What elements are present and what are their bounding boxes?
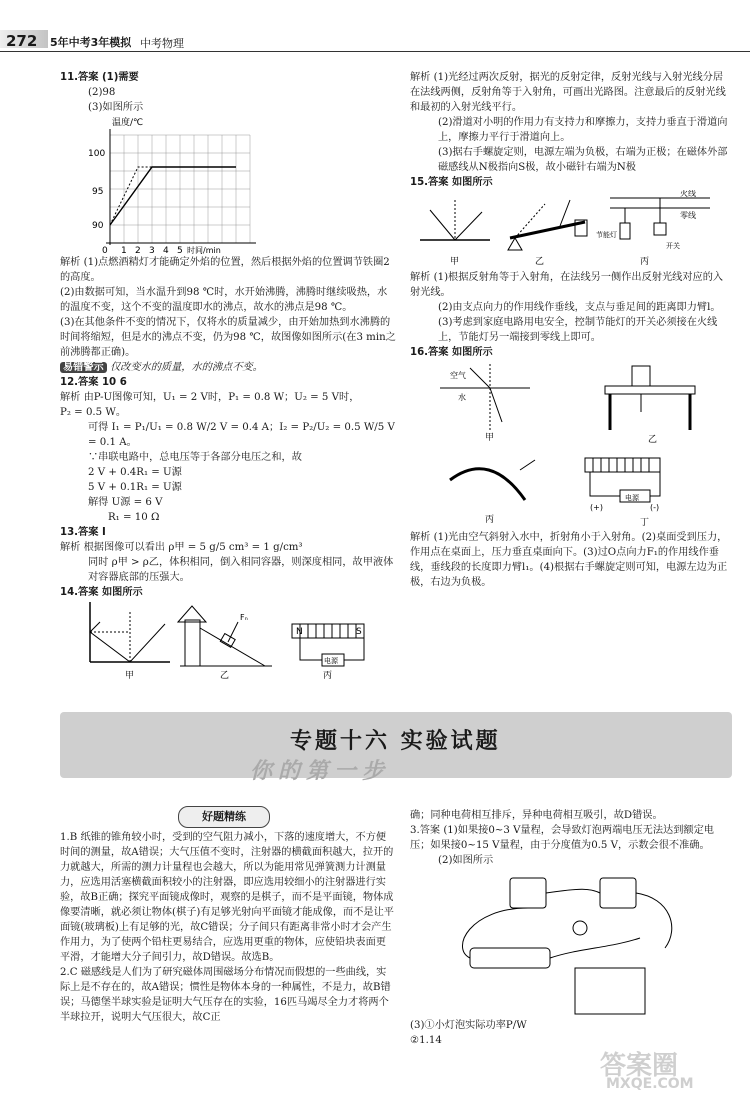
q16-caption-ding: 丁 (640, 518, 650, 528)
q16-battery: 电源 (625, 494, 639, 502)
answer-3-2: (2)如图所示 (438, 855, 494, 866)
answer-2: 2.C 磁感线是人们为了研究磁体周围磁场分布情况而假想的一些曲线，实际上是不存在的，故A错误；惯性是物体本身的一种属性，不是力，故B错误；马德堡半球实验是证明大气压存在的实验，16匹马竭尽全力才将两个半球拉开，说明大气压很大，故C正 (60, 967, 391, 1023)
temperature-graph (60, 115, 260, 255)
q13-l1: 解析 根据图像可以看出 ρ甲 = 5 g/5 cm³ = 1 g/cm³ (60, 542, 303, 553)
xtick-5: 5 (177, 246, 183, 255)
q16-exp: 解析 (1)光由空气斜射入水中，折射角小于入射角。(2)桌面受到压力，作用点在桌面上，压力垂直桌面向下。(3)过O点向力F₁的作用线作垂线，垂线段的长度即力臂l₁。(4)根据右手螺旋定则可知，电源左边为正极，右边为负极。 (410, 532, 728, 588)
q15-figures (410, 190, 730, 270)
q15-caption-jia: 甲 (450, 257, 460, 267)
q14-figures (60, 600, 396, 682)
q16-plus: (+) (590, 503, 603, 512)
bottom-left-column (60, 830, 396, 1025)
book-title: 5年中考3年模拟 (50, 36, 132, 49)
ytick-100: 100 (88, 149, 106, 159)
q15-answer: 15.答案 如图所示 (410, 177, 493, 188)
q12-answer: 12.答案 10 6 (60, 377, 127, 388)
page-header (0, 0, 750, 50)
q16-caption-bing: 丙 (485, 515, 495, 525)
q15-caption-bing: 丙 (640, 257, 650, 267)
q14-caption-bing: 丙 (323, 671, 333, 681)
q13-answer: 13.答案 I (60, 527, 106, 538)
q12-l4: ∵串联电路中，总电压等于各部分电压之和，故 (88, 452, 302, 463)
note-label: 易错警示 (60, 362, 107, 373)
q14-n: N (296, 627, 303, 637)
q15-exp2: (2)由支点向力的作用线作垂线，支点与垂足间的距离即力臂l。 (438, 302, 721, 313)
ytick-95: 95 (92, 187, 104, 197)
xtick-1: 1 (121, 246, 127, 255)
q11-exp1: 解析 (1)点燃酒精灯才能确定外焰的位置，然后根据外焰的位置调节铁圈2的高度。 (60, 257, 390, 283)
q15-caption-yi: 乙 (535, 257, 545, 267)
answer-1: 1.B 纸锥的锥角较小时，受到的空气阻力减小，下落的速度增大，不方便时间的测量，故A错误；大气压值不变时，注射器的横截面积越大，拉开的力就越大，所需的测力计量程也会越大，所以为能用常见弹簧测力计测量力，应选用活塞横截面积较小的注射器，即应选用较细小的注射器进行实验，故B正确；探究平面镜成像时，观察的是棋子，而不是平面镜，物体成像要清晰，就必须让物体(棋子)有足够光射向平面镜才能成像，而不是让平面镜(玻璃板)上有足够的光，故C错误；分子间只有距离非常小时才会产生作用力，为了使两个铅柱更易结合，应选用更重的物体，应使铅块表面更平滑，才能增大分子间引力，故D错误。故选B。 (60, 832, 394, 963)
q15-exp1: 解析 (1)根据反射角等于入射角，在法线另一侧作出反射光线对应的入射光线。 (410, 272, 724, 298)
header-rule (0, 51, 750, 52)
q12-l2: P₂ = 0.5 W。 (60, 407, 127, 418)
ytick-90: 90 (92, 221, 104, 231)
xtick-4: 4 (163, 246, 169, 255)
q12-l8: R₁ = 10 Ω (108, 512, 160, 523)
q11-exp3: (3)在其他条件不变的情况下，仅将水的质量减少，由开始加热到水沸腾的时间将缩短，但是水的沸点不变，仍为98 ℃，故图像如图所示(在3 min之前沸腾都正确)。 (60, 317, 396, 358)
q16-air: 空气 (450, 371, 466, 380)
xtick-0: 0 (102, 246, 108, 255)
page-number: 272 (6, 32, 38, 50)
practice-tag: 好题精练 (178, 806, 270, 828)
answer-2-cont: 确；同种电荷相互排斥，异种电荷相互吸引，故D错误。 (410, 810, 663, 821)
q12-l3: 可得 I₁ = P₁/U₁ = 0.8 W/2 V = 0.4 A；I₂ = P₂/U₂ = 0.5 W/5 V = 0.1 A。 (88, 422, 395, 448)
section-banner (60, 712, 732, 784)
q16-caption-yi: 乙 (648, 435, 658, 445)
q11-a3: (3)如图所示 (88, 102, 144, 113)
q14-s: S (356, 627, 362, 637)
q11-exp2: (2)由数据可知，当水温升到98 ℃时，水开始沸腾，沸腾时继续吸热，水的温度不变，这个不变的温度即水的沸点，故水的沸点是98 ℃。 (60, 287, 388, 313)
right-column (410, 70, 730, 590)
watermark-logo: 答案圈 (600, 1051, 679, 1081)
section-title: 专题十六 实验试题 (290, 729, 501, 754)
section-ghost-text: 你的第一步 (250, 758, 391, 784)
q12-l5: 2 V + 0.4R₁ = U源 (88, 467, 182, 478)
q15-fire: 火线 (680, 190, 696, 198)
answer-3-3: (3)①小灯泡实际功率P/W (410, 1020, 527, 1031)
q12-l1: 解析 由P-U图像可知，U₁ = 2 V时，P₁ = 0.8 W；U₂ = 5 V时， (60, 392, 360, 403)
xtick-2: 2 (135, 246, 141, 255)
xtick-3: 3 (149, 246, 155, 255)
q11-note (60, 360, 396, 375)
q11-answer: 11.答案 (1)需要 (60, 72, 139, 83)
q16-caption-jia: 甲 (485, 433, 495, 443)
graph-line-less-water (110, 167, 236, 225)
answer-3-4: ②1.14 (410, 1035, 442, 1046)
q14-caption-yi: 乙 (220, 671, 230, 681)
graph-line-original (110, 167, 236, 225)
q14-caption-jia: 甲 (125, 671, 135, 681)
q15-lamp: 节能灯 (596, 231, 617, 239)
q16-water: 水 (458, 393, 466, 402)
answer-3: 3.答案 (1)如果接0~3 V量程，会导致灯泡两端电压无法达到额定电压；如果接0~15 V量程，由于分度值为0.5 V，示数会很不准确。 (410, 825, 714, 851)
q16-figures (410, 360, 730, 530)
left-column (60, 70, 396, 682)
circuit-diagram (410, 868, 710, 1018)
q14-battery: 电源 (324, 657, 338, 665)
q15-zero: 零线 (680, 211, 696, 220)
q13-l2: 同时 ρ甲 > ρ乙，体积相同，倒入相同容器，则深度相同，故甲液体对容器底部的压强大。 (88, 557, 394, 583)
q14-answer: 14.答案 如图所示 (60, 587, 143, 598)
exp-top-1: 解析 (1)光经过两次反射，据光的反射定律，反射光线与入射光线分居在法线两侧，反射角等于入射角，可画出光路图。注意最后的反射光线和最初的入射光线平行。 (410, 72, 726, 113)
note-text: 仅改变水的质量，水的沸点不变。 (110, 362, 263, 373)
q15-exp3: (3)考虑到家庭电路用电安全，控制节能灯的开关必须接在火线上，节能灯另一端接到零线上即可。 (438, 317, 718, 343)
graph-xlabel: 时间/min (187, 246, 221, 255)
q15-switch: 开关 (666, 242, 680, 250)
watermark-url: MXQE.COM (606, 1076, 694, 1092)
exp-top-3: (3)据右手螺旋定则，电源左端为负极，右端为正极；在磁体外部磁感线从N极指向S极，故小磁针右端为N极 (438, 147, 728, 173)
q16-minus: (-) (650, 503, 660, 512)
exp-top-2: (2)滑道对小明的作用力有支持力和摩擦力，支持力垂直于滑道向上，摩擦力平行于滑道向上。 (438, 117, 728, 143)
q11-a2: (2)98 (88, 87, 116, 98)
graph-ylabel: 温度/℃ (112, 118, 144, 128)
q12-l6: 5 V + 0.1R₁ = U源 (88, 482, 182, 493)
subject-label: 中考物理 (140, 37, 184, 50)
q16-answer: 16.答案 如图所示 (410, 347, 493, 358)
bottom-right-column (410, 808, 730, 1048)
q14-fn: Fₙ (240, 613, 248, 622)
q12-l7: 解得 U源 = 6 V (88, 497, 163, 508)
